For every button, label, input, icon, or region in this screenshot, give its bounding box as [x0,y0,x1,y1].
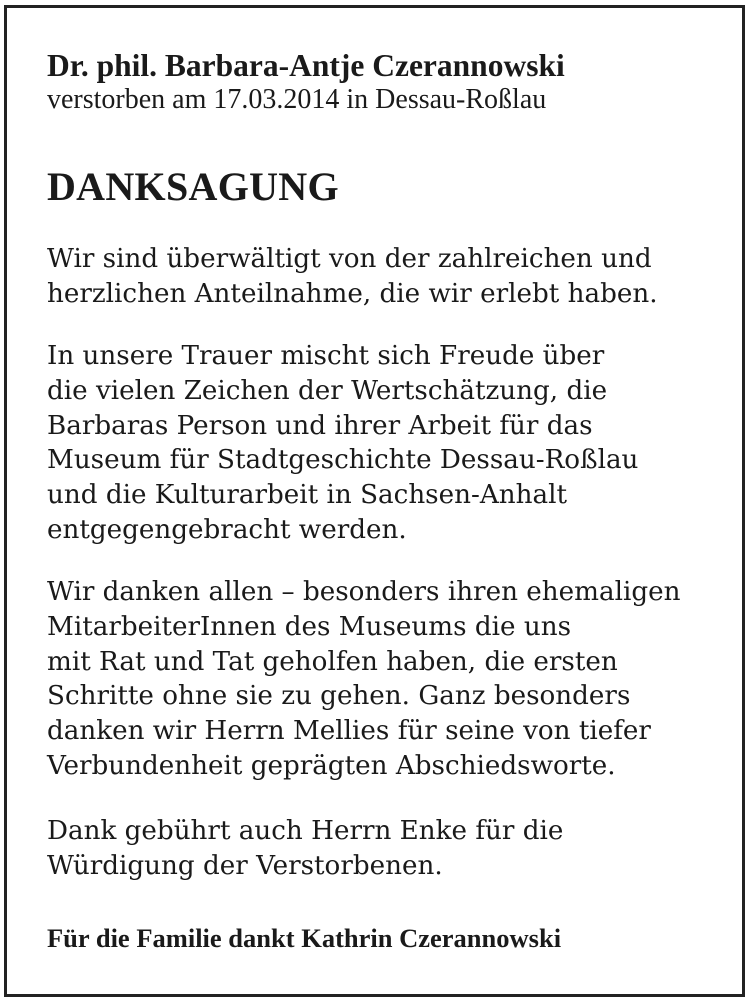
paragraph-line: mit Rat und Tat geholfen haben, die ersten [47,646,618,677]
paragraph-3 [47,575,680,784]
paragraph-2 [47,339,638,548]
death-date-place: verstorben am 17.03.2014 in Dessau-Roßlau [47,84,547,115]
paragraph-line: Museum für Stadtgeschichte Dessau-Roßlau [47,445,639,476]
paragraph-line: Schritte ohne sie zu gehen. Ganz besonders [47,681,631,712]
paragraph-line: In unsere Trauer mischt sich Freude über [47,341,605,371]
paragraph-4 [47,814,563,884]
paragraph-line: Wir sind überwältigt von der zahlreichen und [47,244,652,274]
paragraph-line: Dank gebührt auch Herrn Enke für die [47,816,564,846]
paragraph-line: Barbaras Person und ihrer Arbeit für das [47,410,593,441]
paragraph-line: Wir danken allen – besonders ihren ehemaligen [47,577,681,607]
paragraph-line: entgegengebracht werden. [47,514,407,545]
paragraph-line: und die Kulturarbeit in Sachsen-Anhalt [47,480,567,511]
notice-content [47,48,727,953]
paragraph-line: die vielen Zeichen der Wertschätzung, die [47,375,608,406]
paragraph-line: danken wir Herrn Mellies für seine von tiefer [47,716,651,747]
paragraph-1 [47,242,658,312]
closing-signature: Für die Familie dankt Kathrin Czerannowski [47,923,562,953]
paragraph-line: Würdigung der Verstorbenen. [47,850,443,881]
paragraph-line: Verbundenheit geprägten Abschiedsworte. [47,750,616,781]
paragraph-line: MitarbeiterInnen des Museums die uns [47,611,572,642]
paragraph-line: herzlichen Anteilnahme, die wir erlebt haben. [47,278,658,309]
notice-heading: DANKSAGUNG [47,164,339,209]
deceased-name: Dr. phil. Barbara-Antje Czerannowski [47,48,565,83]
